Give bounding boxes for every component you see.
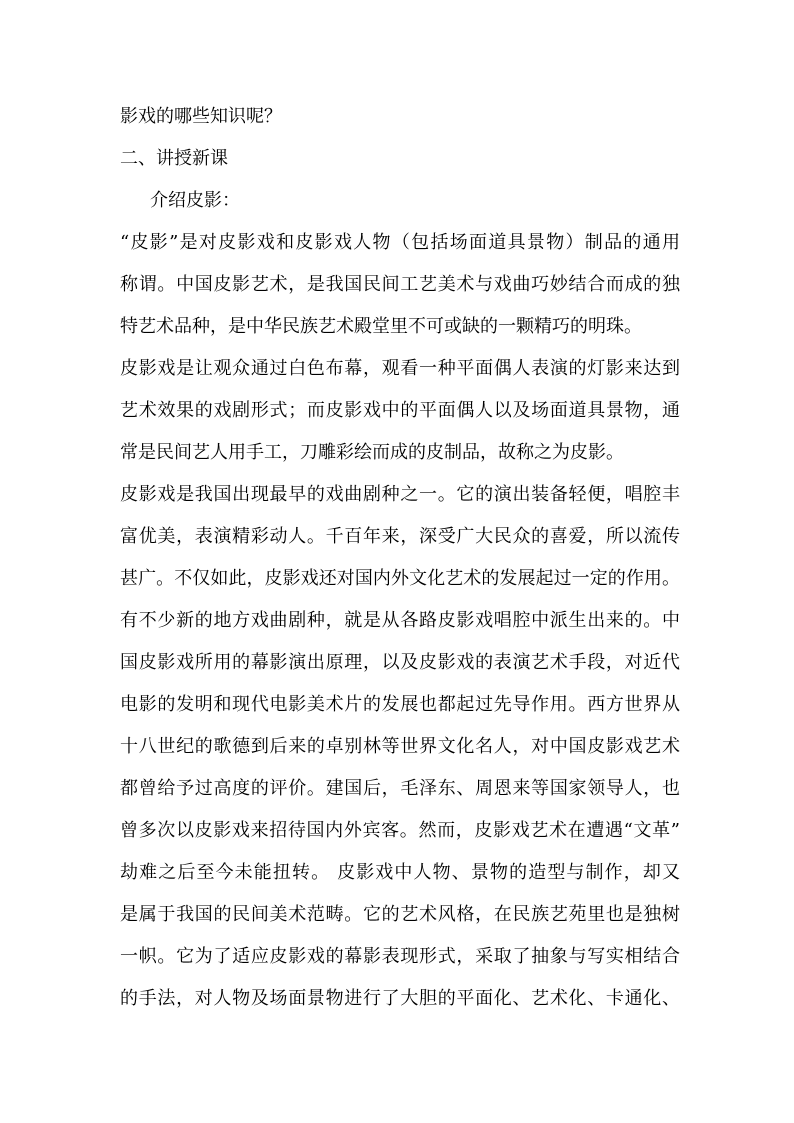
text-line: 都曾给予过高度的评价。建国后，毛泽东、周恩来等国家领导人，也 <box>120 778 680 799</box>
subheading: 介绍皮影： <box>150 190 240 211</box>
text-line: 国皮影戏所用的幕影演出原理，以及皮影戏的表演艺术手段，对近代 <box>120 652 680 673</box>
text-line: 艺术效果的戏剧形式；而皮影戏中的平面偶人以及场面道具景物，通 <box>120 400 680 421</box>
text-line: 称谓。中国皮影艺术，是我国民间工艺美术与戏曲巧妙结合而成的独 <box>120 274 680 295</box>
text-line: 影戏的哪些知识呢？ <box>120 106 282 127</box>
text-line: 甚广。不仅如此，皮影戏还对国内外文化艺术的发展起过一定的作用。 <box>120 568 680 589</box>
text-line: 电影的发明和现代电影美术片的发展也都起过先导作用。西方世界从 <box>120 694 680 715</box>
section-heading: 二、讲授新课 <box>120 148 228 169</box>
text-line: 是属于我国的民间美术范畴。它的艺术风格，在民族艺苑里也是独树 <box>120 904 680 925</box>
text-line: 十八世纪的歌德到后来的卓别林等世界文化名人，对中国皮影戏艺术 <box>120 736 680 757</box>
text-line: 特艺术品种，是中华民族艺术殿堂里不可或缺的一颗精巧的明珠。 <box>120 316 642 337</box>
text-line: 有不少新的地方戏曲剧种，就是从各路皮影戏唱腔中派生出来的。中 <box>120 610 680 631</box>
text-line: 一帜。它为了适应皮影戏的幕影表现形式，采取了抽象与写实相结合 <box>120 946 680 967</box>
text-line: 皮影戏是让观众通过白色布幕，观看一种平面偶人表演的灯影来达到 <box>120 358 680 379</box>
text-line: 富优美，表演精彩动人。千百年来，深受广大民众的喜爱，所以流传 <box>120 526 680 547</box>
text-line: 的手法，对人物及场面景物进行了大胆的平面化、艺术化、卡通化、 <box>120 988 680 1009</box>
text-line: 劫难之后至今未能扭转。 皮影戏中人物、景物的造型与制作，却又 <box>120 862 680 883</box>
text-line: “皮影”是对皮影戏和皮影戏人物（包括场面道具景物）制品的通用 <box>120 232 680 253</box>
text-line: 曾多次以皮影戏来招待国内外宾客。然而，皮影戏艺术在遭遇“文革” <box>120 820 680 841</box>
text-line: 皮影戏是我国出现最早的戏曲剧种之一。它的演出装备轻便，唱腔丰 <box>120 484 680 505</box>
text-line: 常是民间艺人用手工，刀雕彩绘而成的皮制品，故称之为皮影。 <box>120 442 624 463</box>
